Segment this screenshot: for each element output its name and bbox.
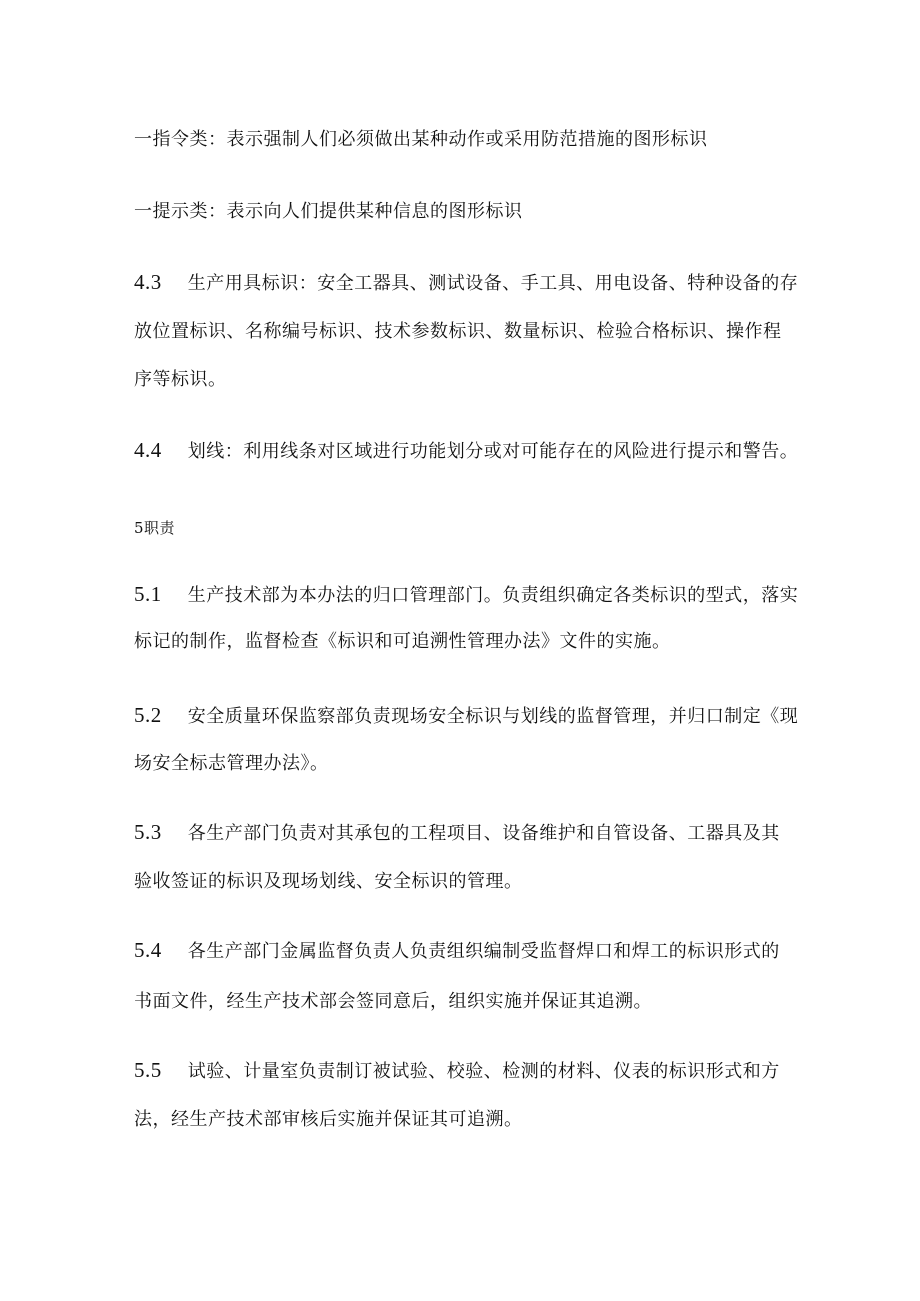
clause-text: 试验、计量室负责制订被试验、校验、检测的材料、仪表的标识形式和方 <box>187 1061 780 1082</box>
text-line: 一指令类：表示强制人们必须做出某种动作或采用防范措施的图形标识 <box>134 129 708 150</box>
clause-5-5-line-1 <box>134 1058 780 1084</box>
clause-5-5-line-2: 法，经生产技术部审核后实施并保证其可追溯。 <box>134 1109 523 1130</box>
clause-5-1-line-1 <box>134 582 798 608</box>
clause-5-4-line-1 <box>134 938 780 964</box>
section-5-heading: 5职责 <box>134 519 176 537</box>
clause-5-3-line-2: 验收签证的标识及现场划线、安全标识的管理。 <box>134 871 523 892</box>
clause-number: 5.1 <box>134 582 162 606</box>
clause-5-2-line-1 <box>134 703 798 729</box>
clause-text: 生产用具标识：安全工器具、测试设备、手工具、用电设备、特种设备的存 <box>187 273 799 294</box>
clause-number: 5.4 <box>134 938 162 962</box>
text-line: 一提示类：表示向人们提供某种信息的图形标识 <box>134 201 523 222</box>
clause-number: 5.5 <box>134 1058 162 1082</box>
clause-text: 安全质量环保监察部负责现场安全标识与划线的监督管理，并归口制定《现 <box>187 706 799 727</box>
clause-5-4-line-2: 书面文件，经生产技术部会签同意后，组织实施并保证其追溯。 <box>134 991 652 1012</box>
clause-text: 划线：利用线条对区域进行功能划分或对可能存在的风险进行提示和警告。 <box>187 441 799 462</box>
clause-text: 生产技术部为本办法的归口管理部门。负责组织确定各类标识的型式，落实 <box>187 585 799 606</box>
clause-text: 各生产部门负责对其承包的工程项目、设备维护和自管设备、工器具及其 <box>187 823 780 844</box>
clause-number: 5.3 <box>134 820 162 844</box>
clause-5-1-line-2: 标记的制作，监督检查《标识和可追溯性管理办法》文件的实施。 <box>134 631 671 652</box>
clause-4-4-line-1 <box>134 438 798 464</box>
clause-4-3-line-1 <box>134 270 798 296</box>
clause-number: 4.4 <box>134 438 162 462</box>
clause-text: 各生产部门金属监督负责人负责组织编制受监督焊口和焊工的标识形式的 <box>187 941 780 962</box>
clause-5-2-line-2: 场安全标志管理办法》。 <box>134 753 329 774</box>
clause-number: 5.2 <box>134 703 162 727</box>
clause-4-3-line-2: 放位置标识、名称编号标识、技术参数标识、数量标识、检验合格标识、操作程 <box>134 321 782 342</box>
clause-4-3-line-3: 序等标识。 <box>134 369 227 390</box>
clause-5-3-line-1 <box>134 820 780 846</box>
clause-number: 4.3 <box>134 270 162 294</box>
